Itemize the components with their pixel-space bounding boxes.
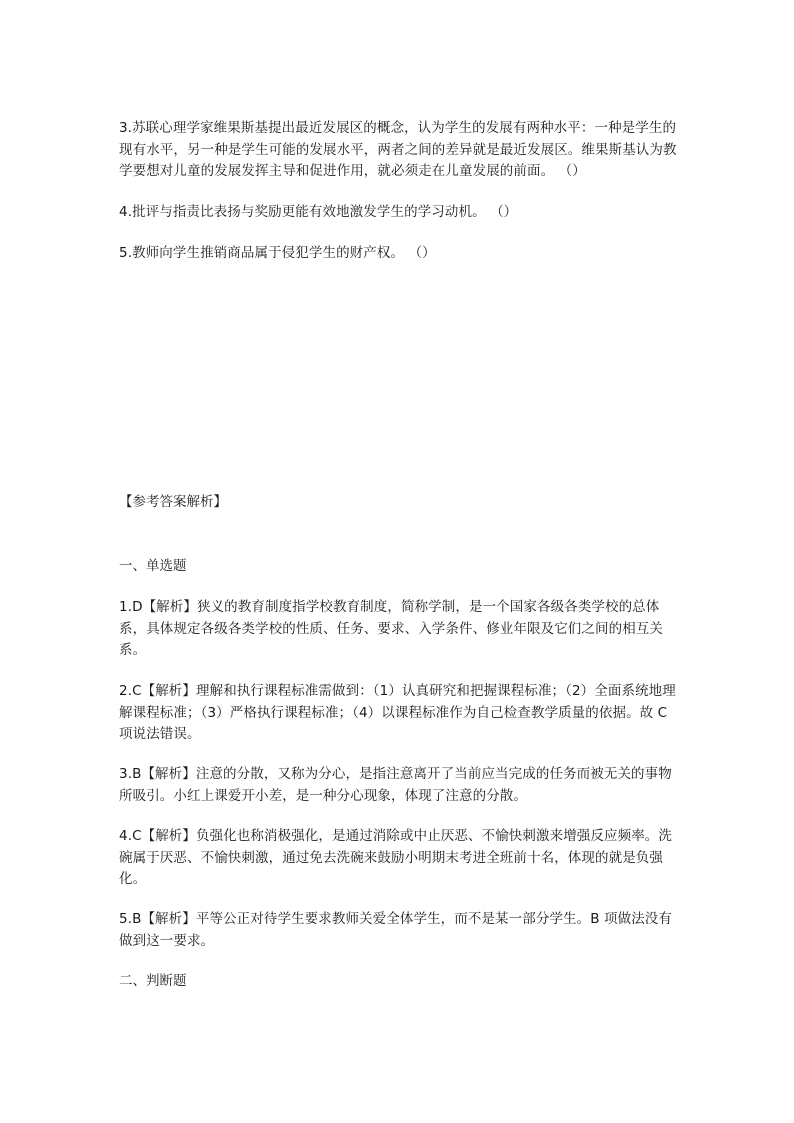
answer-item-1: 1.D【解析】狭义的教育制度指学校教育制度，简称学制，是一个国家各级各类学校的总体系，具体规定各级各类学校的性质、任务、要求、入学条件、修业年限及它们之间的相互关系。	[119, 599, 663, 658]
answer-item-2: 2.C【解析】理解和执行课程标准需做到：（1）认真研究和把握课程标准；（2）全面系统地理解课程标准；（3）严格执行课程标准；（4）以课程标准作为自己检查教学质量的依据。故 C 项说法错误。	[119, 683, 676, 742]
section-heading-true-false: 二、判断题	[119, 973, 187, 989]
answer-item-3: 3.B【解析】注意的分散，又称为分心，是指注意离开了当前应当完成的任务而被无关的事物所吸引。小红上课爱开小差，是一种分心现象，体现了注意的分散。	[119, 766, 672, 804]
question-4: 4.批评与指责比表扬与奖励更能有效地激发学生的学习动机。 （）	[119, 204, 518, 220]
answers-title: 【参考答案解析】	[119, 494, 227, 510]
answer-item-4: 4.C【解析】负强化也称消极强化，是通过消除或中止厌恶、不愉快刺激来增强反应频率。洗碗属于厌恶、不愉快刺激，通过免去洗碗来鼓励小明期末考进全班前十名，体现的就是负强化。	[119, 828, 673, 887]
question-5: 5.教师向学生推销商品属于侵犯学生的财产权。 （）	[119, 245, 436, 261]
answer-item-5: 5.B【解析】平等公正对待学生要求教师关爱全体学生，而不是某一部分学生。B 项做法没有做到这一要求。	[119, 911, 672, 949]
question-3: 3.苏联心理学家维果斯基提出最近发展区的概念，认为学生的发展有两种水平：一种是学生的现有水平，另一种是学生可能的发展水平，两者之间的差异就是最近发展区。维果斯基认为教学要想对儿童的发展发挥主导和促进作用，就必须走在儿童发展的前面。 （）	[119, 120, 677, 179]
section-heading-single-choice: 一、单选题	[119, 558, 187, 574]
